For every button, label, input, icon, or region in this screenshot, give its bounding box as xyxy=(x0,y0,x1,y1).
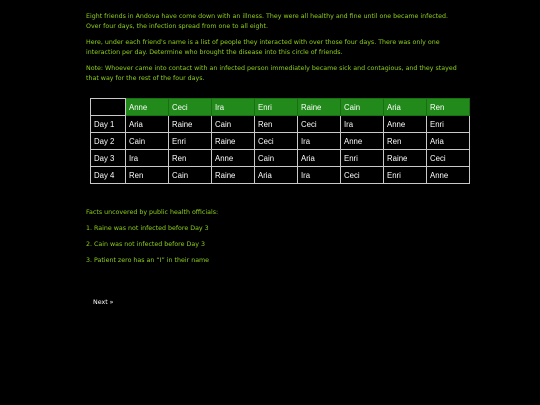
header-cell: Aria xyxy=(384,99,427,116)
table-cell: Cain xyxy=(126,133,169,150)
table-cell: Ren xyxy=(255,116,298,133)
header-cell: Ceci xyxy=(169,99,212,116)
table-header-row xyxy=(91,99,470,116)
table-cell: Aria xyxy=(298,150,341,167)
table-cell: Ceci xyxy=(255,133,298,150)
intro-text xyxy=(86,12,458,91)
intro-paragraph-2: Here, under each friend's name is a list of people they interacted with over those four days. There was only one interaction per day. Determine who brought the disease into this circle of friends. xyxy=(86,39,440,56)
table-cell: Enri xyxy=(341,150,384,167)
table-cell: Ceci xyxy=(298,116,341,133)
table-cell: Enri xyxy=(384,167,427,184)
table-cell: Anne xyxy=(427,167,470,184)
header-cell: Raine xyxy=(298,99,341,116)
table-cell: Anne xyxy=(212,150,255,167)
table-cell: Ceci xyxy=(427,150,470,167)
fact-item: 2. Cain was not infected before Day 3 xyxy=(86,241,205,249)
day-label: Day 2 xyxy=(91,133,126,150)
intro-paragraph-3: Note: Whoever came into contact with an infected person immediately became sick and contagious, and they stayed that way for the rest of the four days. xyxy=(86,65,457,82)
facts-section xyxy=(86,208,218,272)
table-cell: Ren xyxy=(126,167,169,184)
table-cell: Raine xyxy=(169,116,212,133)
table-row xyxy=(91,167,470,184)
day-label: Day 1 xyxy=(91,116,126,133)
fact-item: 3. Patient zero has an “I” in their name xyxy=(86,257,210,265)
table-row xyxy=(91,133,470,150)
table-cell: Ira xyxy=(298,133,341,150)
table-cell: Ira xyxy=(298,167,341,184)
table-cell: Enri xyxy=(169,133,212,150)
day-label: Day 4 xyxy=(91,167,126,184)
facts-heading: Facts uncovered by public health officials: xyxy=(86,209,219,216)
table-cell: Aria xyxy=(126,116,169,133)
interaction-table-wrapper xyxy=(90,98,470,184)
table-cell: Ren xyxy=(384,133,427,150)
day-label: Day 3 xyxy=(91,150,126,167)
header-cell: Anne xyxy=(126,99,169,116)
table-cell: Cain xyxy=(212,116,255,133)
table-cell: Cain xyxy=(169,167,212,184)
intro-paragraph-1: Eight friends in Andova have come down with an illness. They were all healthy and fine until one became infected. Over four days, the infection spread from one to all eight. xyxy=(86,13,449,30)
table-cell: Ren xyxy=(169,150,212,167)
table-cell: Ira xyxy=(341,116,384,133)
table-cell: Ira xyxy=(126,150,169,167)
table-cell: Raine xyxy=(212,167,255,184)
table-cell: Aria xyxy=(427,133,470,150)
table-row xyxy=(91,150,470,167)
header-cell: Ira xyxy=(212,99,255,116)
table-cell: Anne xyxy=(341,133,384,150)
table-cell: Raine xyxy=(384,150,427,167)
table-cell: Ceci xyxy=(341,167,384,184)
table-cell: Cain xyxy=(255,150,298,167)
interaction-table xyxy=(90,98,470,184)
table-row xyxy=(91,116,470,133)
header-cell: Cain xyxy=(341,99,384,116)
table-cell: Anne xyxy=(384,116,427,133)
table-cell: Raine xyxy=(212,133,255,150)
next-link[interactable]: Next » xyxy=(93,299,114,306)
table-corner-cell xyxy=(91,99,126,116)
header-cell: Ren xyxy=(427,99,470,116)
header-cell: Enri xyxy=(255,99,298,116)
table-cell: Enri xyxy=(427,116,470,133)
fact-item: 1. Raine was not infected before Day 3 xyxy=(86,225,209,233)
table-cell: Aria xyxy=(255,167,298,184)
